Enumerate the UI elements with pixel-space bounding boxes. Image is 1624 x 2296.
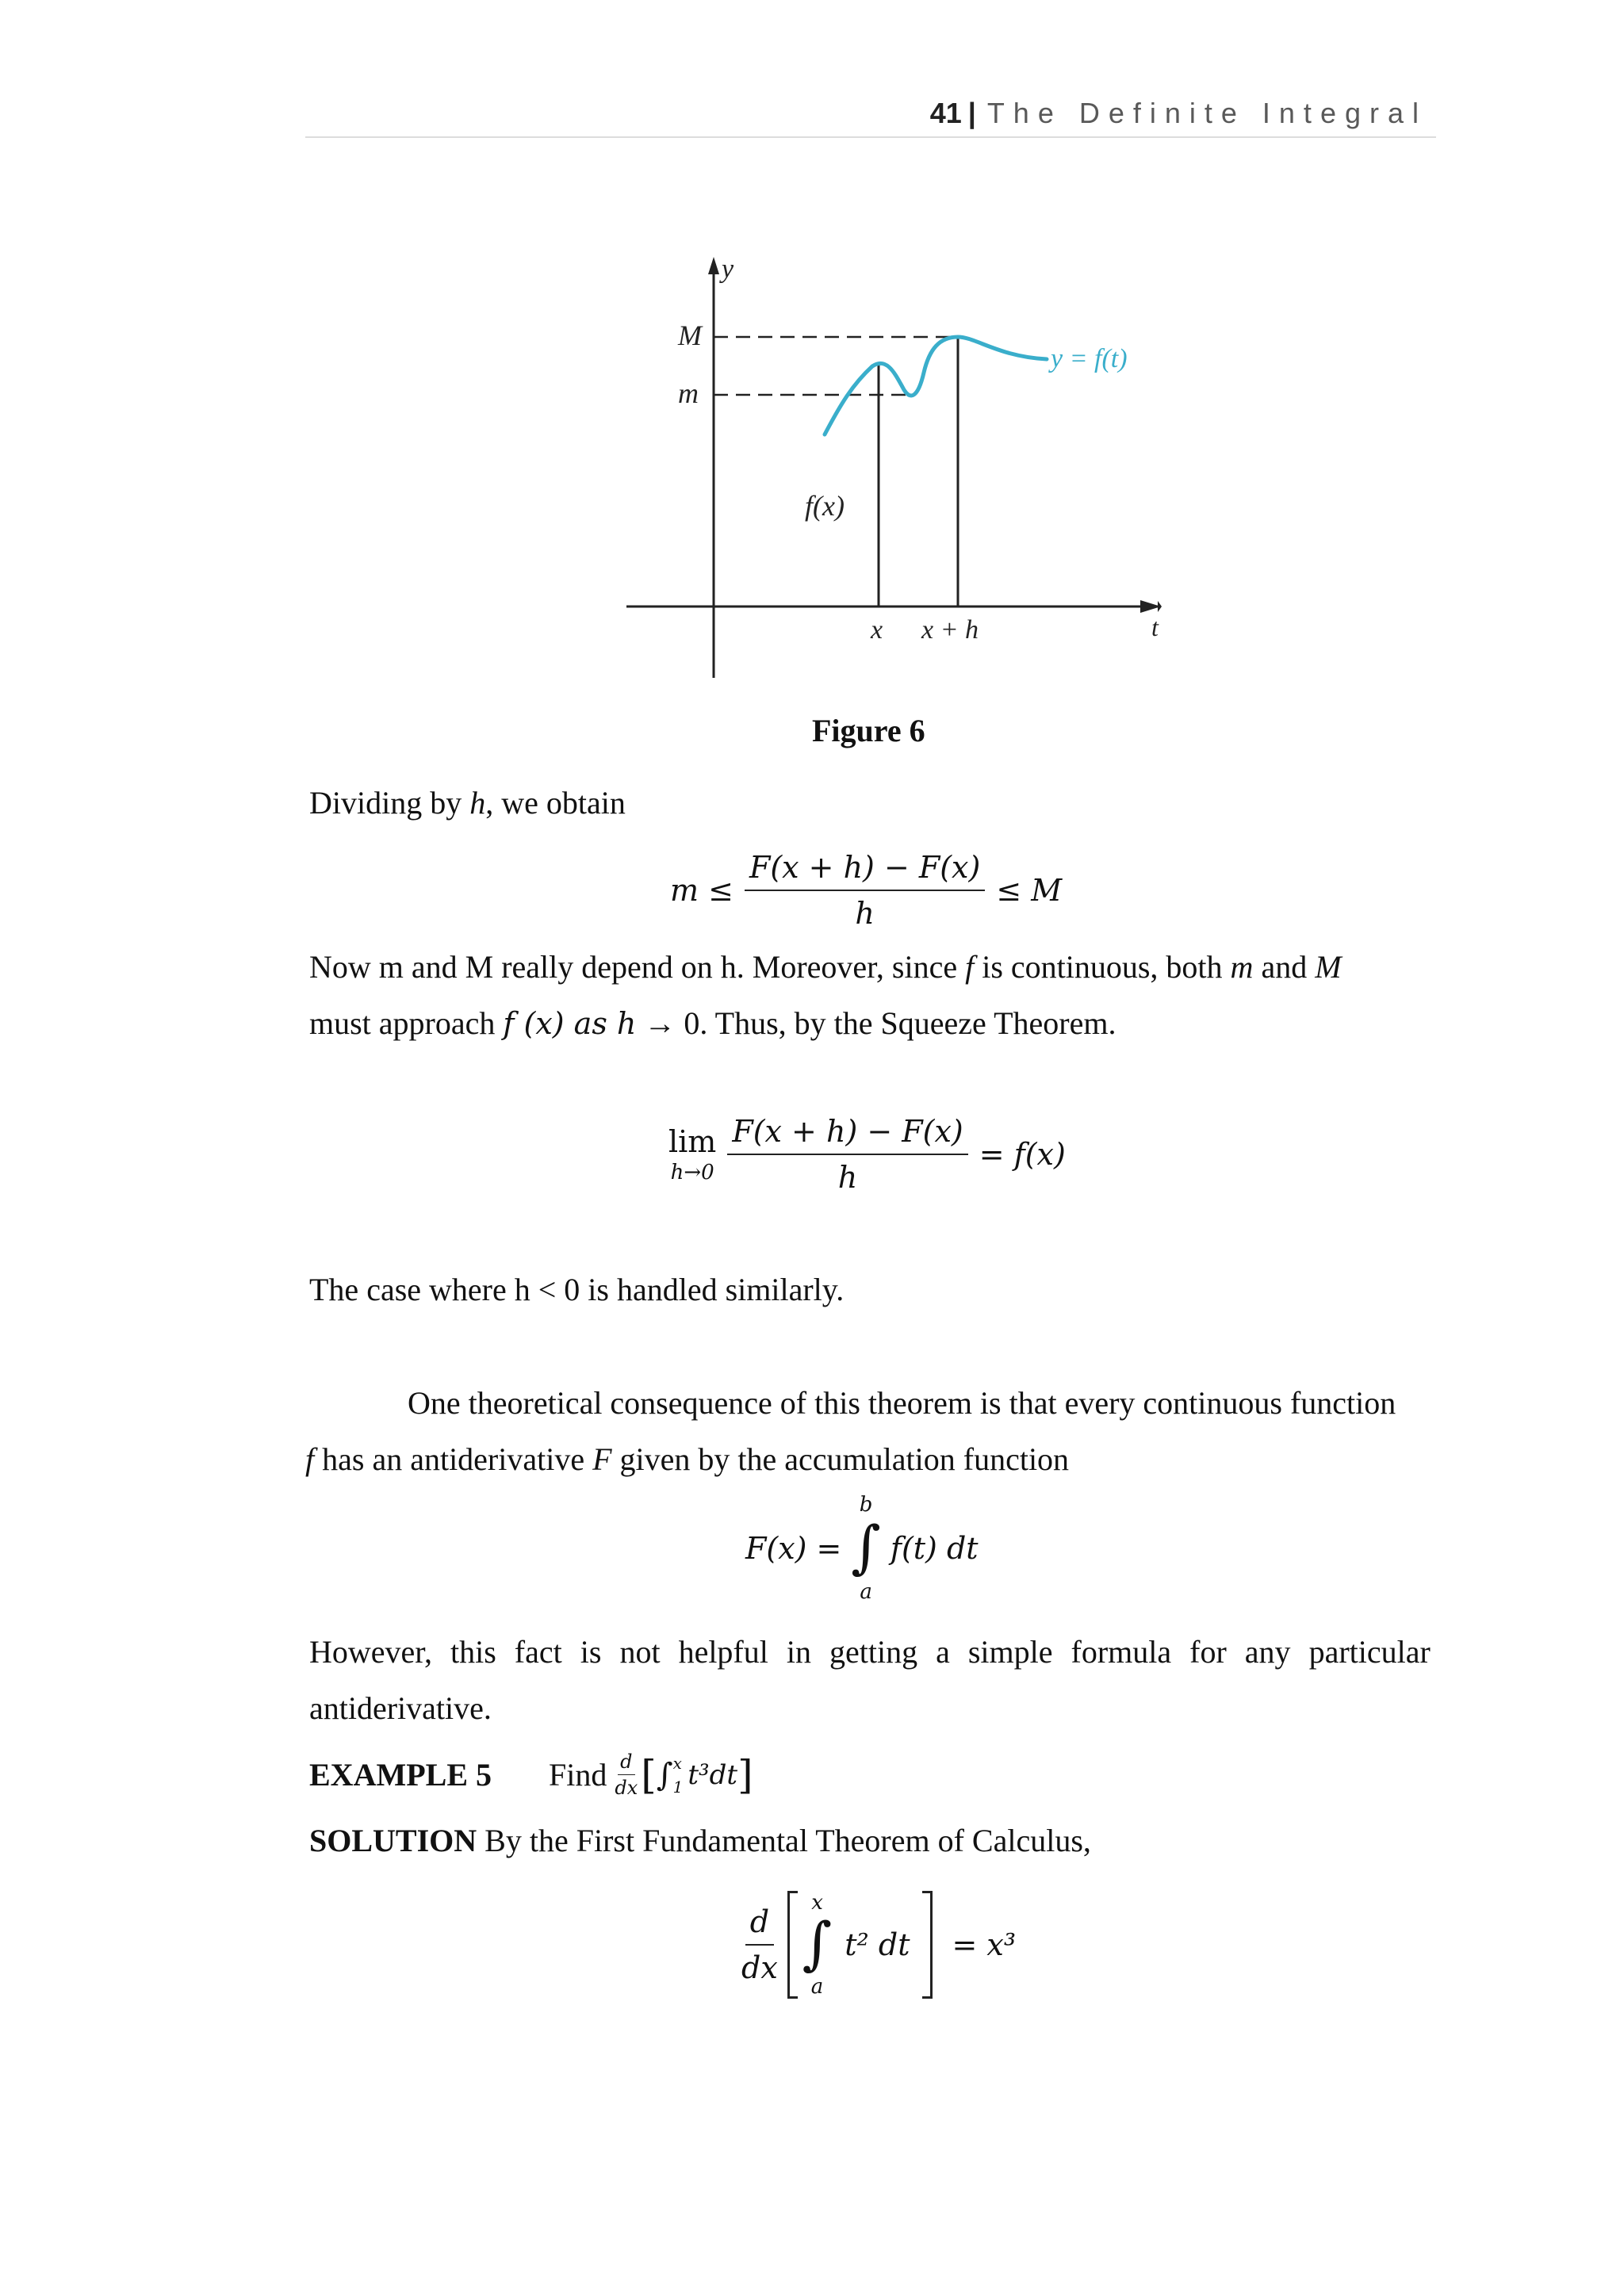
lim-text: lim	[668, 1124, 717, 1159]
fraction	[727, 1114, 967, 1195]
example-find: Find	[549, 1757, 607, 1793]
figure-caption: Figure 6	[812, 713, 925, 748]
limit-operator	[668, 1124, 716, 1184]
denominator: h	[855, 896, 875, 931]
eq-right: = x³	[952, 1927, 1017, 1962]
numerator: F(x + h) − F(x)	[727, 1114, 967, 1155]
lim-subscript: h→0	[670, 1161, 714, 1184]
x-plus-h-tick-label: x + h	[921, 615, 979, 645]
denominator: h	[837, 1160, 858, 1195]
var-f: f	[965, 949, 975, 985]
word: However,	[309, 1634, 432, 1670]
left-bracket: [	[641, 1751, 657, 1798]
word: fact	[514, 1634, 562, 1670]
paragraph-consequence-line1: One theoretical consequence of this theorem is that every continuous function	[408, 1385, 1396, 1421]
x-tick-label: x	[871, 615, 883, 645]
dx-den: dx	[741, 1950, 778, 1985]
eq-left: m ≤	[670, 873, 733, 908]
equation-inequality	[670, 850, 1062, 931]
word: is	[580, 1634, 602, 1670]
integrand: f(t) dt	[890, 1531, 979, 1567]
right-bracket: ]	[737, 1751, 753, 1798]
eq-left: F(x) =	[745, 1531, 842, 1567]
paragraph-now	[309, 951, 1342, 983]
solution-paragraph	[309, 1825, 1091, 1857]
paragraph-consequence-line2	[305, 1441, 1070, 1477]
integral	[851, 1493, 881, 1605]
word: in	[786, 1634, 811, 1670]
var-f: f	[305, 1441, 315, 1477]
f-of-x-label: f(x)	[805, 490, 845, 522]
upper-limit: x	[672, 1753, 682, 1773]
derivative-operator	[615, 1751, 638, 1799]
paragraph-however-line1	[309, 1636, 1431, 1668]
header-title: The Definite Integral	[986, 97, 1427, 129]
inline-math: f (x) as h	[503, 1006, 637, 1041]
integral-sign: ∫	[802, 1909, 833, 1976]
paragraph-however-line2: antiderivative.	[309, 1690, 492, 1726]
right-bracket	[922, 1891, 933, 1999]
paragraph-dividing	[309, 787, 626, 819]
header-rule	[305, 136, 1436, 138]
upper-limit: b	[859, 1493, 873, 1517]
equation-accumulation	[745, 1493, 979, 1605]
function-curve	[825, 337, 1047, 434]
upper-limit: x	[811, 1890, 823, 1915]
solution-label: SOLUTION	[309, 1823, 477, 1858]
curve-label: y = f(t)	[1051, 344, 1128, 373]
word: getting	[829, 1634, 918, 1670]
page-number: 41	[929, 97, 962, 129]
word: a	[936, 1634, 950, 1670]
t-axis-label: t	[1151, 613, 1159, 641]
word: for	[1189, 1634, 1227, 1670]
var-m: m	[1230, 949, 1254, 985]
integral-sign: ∫	[656, 1756, 673, 1793]
derivative-operator	[741, 1904, 778, 1985]
paragraph-case: The case where h < 0 is handled similarly.	[309, 1272, 845, 1307]
example-5	[309, 1751, 753, 1799]
text-run: given by the accumulation function	[611, 1441, 1070, 1477]
text-run: Dividing by	[309, 785, 470, 821]
word: helpful	[678, 1634, 768, 1670]
var-h: h	[469, 785, 486, 821]
d-num: d	[745, 1904, 774, 1946]
fraction	[745, 850, 985, 931]
integral-sign: ∫	[851, 1513, 881, 1580]
word: particular	[1308, 1634, 1431, 1670]
example-expression	[615, 1751, 753, 1799]
running-header	[930, 97, 1427, 130]
y-axis-label: y	[722, 254, 734, 284]
word: not	[619, 1634, 661, 1670]
numerator: F(x + h) − F(x)	[745, 850, 985, 891]
word: this	[450, 1634, 496, 1670]
solution-text: By the First Fundamental Theorem of Calculus,	[477, 1823, 1091, 1858]
var-F: F	[592, 1441, 612, 1477]
dx-den: dx	[615, 1777, 638, 1799]
text-run: has an antiderivative	[314, 1441, 593, 1477]
eq-right: ≤ M	[996, 873, 1063, 908]
header-separator: |	[967, 97, 976, 129]
integral	[802, 1892, 833, 1997]
text-run: → 0. Thus, by the Squeeze Theorem.	[636, 1005, 1116, 1041]
text-run: must approach	[309, 1005, 504, 1041]
integrand: t² dt	[845, 1927, 910, 1962]
text-run: Now m and M really depend on h. Moreover, since	[309, 949, 966, 985]
word: any	[1244, 1634, 1291, 1670]
example-label: EXAMPLE 5	[309, 1757, 492, 1793]
equation-limit	[668, 1114, 1066, 1195]
figure-6-graph	[603, 246, 1189, 690]
integral-limits	[673, 1755, 684, 1795]
y-axis-arrow	[708, 257, 719, 274]
paragraph-approach	[309, 1005, 1116, 1041]
lower-limit: a	[860, 1580, 872, 1605]
var-M: M	[1315, 949, 1342, 985]
text-run: and	[1253, 949, 1316, 985]
left-bracket	[787, 1891, 798, 1999]
lower-limit: 1	[672, 1777, 684, 1797]
word: formula	[1071, 1634, 1172, 1670]
m-label: m	[678, 377, 699, 409]
lower-limit: a	[810, 1975, 824, 1999]
text-run: is continuous, both	[974, 949, 1231, 985]
integrand: t³dt	[688, 1758, 738, 1791]
d-num: d	[618, 1751, 634, 1775]
equation-solution	[741, 1891, 1016, 1999]
text-run: , we obtain	[485, 785, 626, 821]
eq-right: = f(x)	[979, 1137, 1066, 1172]
word: simple	[967, 1634, 1053, 1670]
M-label: M	[678, 320, 702, 351]
